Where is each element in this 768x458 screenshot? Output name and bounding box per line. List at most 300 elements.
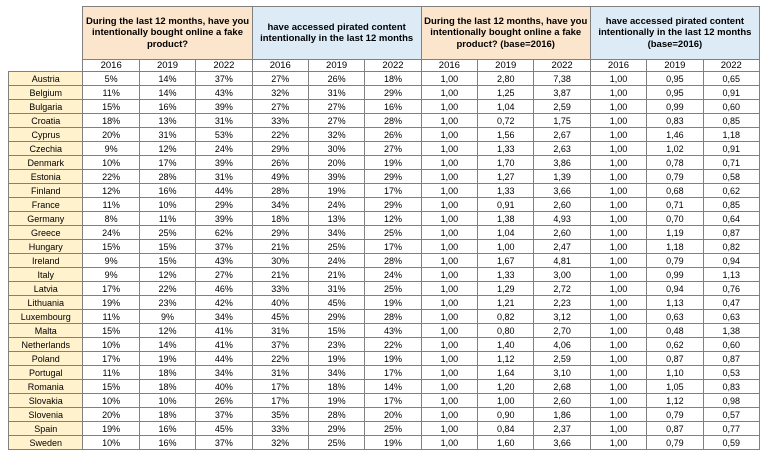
table-row	[9, 310, 760, 324]
data-cell: 9%	[83, 142, 139, 156]
data-cell: 12%	[83, 184, 139, 198]
data-cell: 1,04	[478, 226, 534, 240]
data-cell: 1,00	[590, 142, 646, 156]
table-row	[9, 212, 760, 226]
data-cell: 1,00	[421, 240, 477, 254]
data-cell: 26%	[252, 156, 308, 170]
table-row	[9, 268, 760, 282]
country-label: Slovenia	[9, 408, 83, 422]
data-cell: 18%	[365, 72, 421, 86]
data-cell: 19%	[365, 352, 421, 366]
data-cell: 43%	[196, 254, 252, 268]
data-cell: 0,85	[703, 114, 759, 128]
country-label: Malta	[9, 324, 83, 338]
data-cell: 3,86	[534, 156, 590, 170]
data-cell: 45%	[252, 310, 308, 324]
country-label: Greece	[9, 226, 83, 240]
data-cell: 1,00	[421, 226, 477, 240]
data-cell: 0,82	[478, 310, 534, 324]
data-cell: 9%	[83, 254, 139, 268]
data-cell: 37%	[196, 436, 252, 450]
table-row	[9, 156, 760, 170]
data-cell: 29%	[252, 226, 308, 240]
data-cell: 7,38	[534, 72, 590, 86]
year-header: 2022	[703, 60, 759, 72]
data-cell: 0,99	[647, 268, 703, 282]
table-row	[9, 352, 760, 366]
data-cell: 0,64	[703, 212, 759, 226]
data-cell: 1,29	[478, 282, 534, 296]
data-cell: 1,00	[590, 198, 646, 212]
data-cell: 18%	[308, 380, 364, 394]
data-cell: 1,00	[421, 268, 477, 282]
data-cell: 2,47	[534, 240, 590, 254]
data-cell: 0,79	[647, 408, 703, 422]
data-cell: 1,00	[421, 366, 477, 380]
data-cell: 1,00	[421, 282, 477, 296]
data-cell: 1,00	[421, 352, 477, 366]
data-cell: 1,00	[421, 310, 477, 324]
table-row	[9, 72, 760, 86]
data-cell: 4,06	[534, 338, 590, 352]
country-label: Croatia	[9, 114, 83, 128]
data-cell: 0,60	[703, 338, 759, 352]
data-cell: 20%	[308, 156, 364, 170]
data-cell: 34%	[308, 366, 364, 380]
data-cell: 3,10	[534, 366, 590, 380]
country-label: Denmark	[9, 156, 83, 170]
data-cell: 10%	[83, 156, 139, 170]
data-cell: 40%	[196, 380, 252, 394]
data-cell: 1,00	[421, 324, 477, 338]
data-cell: 1,10	[647, 366, 703, 380]
data-cell: 20%	[83, 408, 139, 422]
data-cell: 0,58	[703, 170, 759, 184]
data-cell: 1,19	[647, 226, 703, 240]
table-row	[9, 324, 760, 338]
data-cell: 2,63	[534, 142, 590, 156]
data-cell: 0,80	[478, 324, 534, 338]
data-cell: 16%	[365, 100, 421, 114]
data-cell: 1,00	[590, 436, 646, 450]
data-cell: 10%	[83, 338, 139, 352]
data-cell: 9%	[83, 268, 139, 282]
data-cell: 28%	[308, 408, 364, 422]
data-cell: 29%	[252, 142, 308, 156]
data-cell: 1,00	[478, 394, 534, 408]
data-cell: 0,95	[647, 72, 703, 86]
data-cell: 43%	[196, 86, 252, 100]
data-cell: 0,76	[703, 282, 759, 296]
data-cell: 2,59	[534, 100, 590, 114]
data-cell: 22%	[252, 128, 308, 142]
table-row	[9, 296, 760, 310]
data-cell: 31%	[196, 170, 252, 184]
data-cell: 31%	[196, 114, 252, 128]
data-cell: 27%	[196, 268, 252, 282]
data-cell: 44%	[196, 352, 252, 366]
data-cell: 1,00	[590, 128, 646, 142]
data-cell: 1,13	[703, 268, 759, 282]
data-cell: 14%	[139, 72, 195, 86]
data-cell: 16%	[139, 422, 195, 436]
data-cell: 1,00	[421, 198, 477, 212]
data-cell: 41%	[196, 338, 252, 352]
year-header: 2016	[590, 60, 646, 72]
data-cell: 1,00	[590, 310, 646, 324]
data-cell: 49%	[252, 170, 308, 184]
data-cell: 18%	[139, 408, 195, 422]
data-cell: 1,00	[478, 240, 534, 254]
data-cell: 0,79	[647, 254, 703, 268]
data-cell: 17%	[365, 184, 421, 198]
data-cell: 11%	[83, 86, 139, 100]
data-cell: 27%	[252, 72, 308, 86]
data-cell: 1,20	[478, 380, 534, 394]
data-cell: 17%	[365, 366, 421, 380]
data-cell: 17%	[252, 394, 308, 408]
country-label: Bulgaria	[9, 100, 83, 114]
data-cell: 0,63	[703, 310, 759, 324]
data-cell: 19%	[83, 296, 139, 310]
data-cell: 2,59	[534, 352, 590, 366]
data-cell: 19%	[139, 352, 195, 366]
data-cell: 9%	[139, 310, 195, 324]
data-cell: 39%	[196, 212, 252, 226]
country-label: Luxembourg	[9, 310, 83, 324]
data-cell: 24%	[308, 198, 364, 212]
data-cell: 62%	[196, 226, 252, 240]
data-cell: 0,83	[703, 380, 759, 394]
data-cell: 10%	[83, 436, 139, 450]
data-cell: 1,00	[590, 296, 646, 310]
data-cell: 31%	[308, 86, 364, 100]
data-cell: 0,98	[703, 394, 759, 408]
data-cell: 15%	[139, 254, 195, 268]
data-cell: 32%	[252, 436, 308, 450]
data-cell: 2,70	[534, 324, 590, 338]
data-cell: 1,00	[421, 156, 477, 170]
data-cell: 0,48	[647, 324, 703, 338]
data-cell: 24%	[83, 226, 139, 240]
year-header: 2022	[534, 60, 590, 72]
data-cell: 34%	[196, 366, 252, 380]
data-cell: 1,00	[590, 114, 646, 128]
data-cell: 29%	[365, 170, 421, 184]
data-cell: 5%	[83, 72, 139, 86]
data-cell: 0,47	[703, 296, 759, 310]
data-cell: 0,71	[647, 198, 703, 212]
country-label: Italy	[9, 268, 83, 282]
data-cell: 40%	[252, 296, 308, 310]
country-label: Austria	[9, 72, 83, 86]
data-cell: 21%	[252, 268, 308, 282]
data-cell: 3,00	[534, 268, 590, 282]
data-cell: 12%	[139, 268, 195, 282]
data-cell: 33%	[252, 114, 308, 128]
data-cell: 26%	[365, 128, 421, 142]
data-cell: 4,93	[534, 212, 590, 226]
data-cell: 2,37	[534, 422, 590, 436]
data-cell: 1,00	[590, 366, 646, 380]
data-cell: 1,00	[590, 100, 646, 114]
data-cell: 1,64	[478, 366, 534, 380]
data-cell: 26%	[196, 394, 252, 408]
data-cell: 1,60	[478, 436, 534, 450]
data-cell: 17%	[139, 156, 195, 170]
data-cell: 1,00	[590, 282, 646, 296]
data-cell: 31%	[139, 128, 195, 142]
data-cell: 26%	[308, 72, 364, 86]
data-cell: 15%	[139, 240, 195, 254]
country-label: Finland	[9, 184, 83, 198]
data-cell: 1,00	[421, 254, 477, 268]
data-cell: 1,33	[478, 184, 534, 198]
data-cell: 1,18	[703, 128, 759, 142]
data-cell: 25%	[365, 282, 421, 296]
data-cell: 1,00	[421, 170, 477, 184]
table-row	[9, 100, 760, 114]
data-cell: 1,86	[534, 408, 590, 422]
data-cell: 1,00	[590, 86, 646, 100]
data-cell: 34%	[308, 226, 364, 240]
data-cell: 1,00	[590, 268, 646, 282]
data-cell: 1,00	[421, 184, 477, 198]
data-cell: 20%	[83, 128, 139, 142]
data-cell: 18%	[139, 366, 195, 380]
year-header: 2022	[196, 60, 252, 72]
data-cell: 2,23	[534, 296, 590, 310]
data-cell: 3,12	[534, 310, 590, 324]
data-cell: 3,66	[534, 184, 590, 198]
data-cell: 1,05	[647, 380, 703, 394]
table-row	[9, 282, 760, 296]
data-cell: 0,72	[478, 114, 534, 128]
country-label: Netherlands	[9, 338, 83, 352]
data-cell: 18%	[139, 380, 195, 394]
header-group-1: During the last 12 months, have you intentionally bought online a fake product?	[83, 7, 252, 60]
data-cell: 19%	[83, 422, 139, 436]
data-cell: 25%	[365, 422, 421, 436]
data-cell: 23%	[139, 296, 195, 310]
data-cell: 0,57	[703, 408, 759, 422]
data-cell: 12%	[365, 212, 421, 226]
data-cell: 22%	[83, 170, 139, 184]
header-group-3: During the last 12 months, have you intentionally bought online a fake product? (base=2016)	[421, 7, 590, 60]
data-cell: 31%	[252, 324, 308, 338]
data-cell: 1,00	[590, 352, 646, 366]
data-cell: 30%	[252, 254, 308, 268]
data-cell: 0,94	[703, 254, 759, 268]
data-cell: 27%	[365, 142, 421, 156]
table-row	[9, 338, 760, 352]
table-row	[9, 86, 760, 100]
table-row	[9, 226, 760, 240]
year-header: 2019	[139, 60, 195, 72]
country-label: Lithuania	[9, 296, 83, 310]
country-label: Sweden	[9, 436, 83, 450]
table-row	[9, 114, 760, 128]
table-row	[9, 366, 760, 380]
data-cell: 0,91	[703, 86, 759, 100]
table-row	[9, 240, 760, 254]
data-cell: 1,00	[590, 324, 646, 338]
data-cell: 0,94	[647, 282, 703, 296]
data-cell: 17%	[365, 240, 421, 254]
year-header: 2016	[421, 60, 477, 72]
data-cell: 37%	[252, 338, 308, 352]
data-cell: 14%	[139, 86, 195, 100]
data-cell: 0,85	[703, 198, 759, 212]
data-cell: 2,60	[534, 394, 590, 408]
statistics-table	[8, 6, 760, 450]
year-header: 2016	[83, 60, 139, 72]
data-cell: 1,00	[421, 422, 477, 436]
table-row	[9, 408, 760, 422]
data-cell: 31%	[252, 366, 308, 380]
data-cell: 1,00	[590, 254, 646, 268]
data-cell: 1,00	[421, 114, 477, 128]
data-cell: 1,00	[590, 212, 646, 226]
data-cell: 1,75	[534, 114, 590, 128]
data-cell: 1,00	[590, 408, 646, 422]
data-cell: 25%	[308, 240, 364, 254]
data-cell: 0,53	[703, 366, 759, 380]
table-row	[9, 184, 760, 198]
data-cell: 19%	[308, 184, 364, 198]
data-cell: 1,00	[421, 72, 477, 86]
data-cell: 25%	[308, 436, 364, 450]
data-cell: 45%	[196, 422, 252, 436]
data-cell: 39%	[196, 100, 252, 114]
country-label: Czechia	[9, 142, 83, 156]
data-cell: 22%	[252, 352, 308, 366]
data-cell: 0,70	[647, 212, 703, 226]
data-cell: 22%	[139, 282, 195, 296]
data-cell: 1,00	[421, 408, 477, 422]
data-cell: 1,00	[590, 156, 646, 170]
data-cell: 10%	[139, 198, 195, 212]
data-cell: 3,87	[534, 86, 590, 100]
data-cell: 27%	[308, 100, 364, 114]
data-cell: 1,27	[478, 170, 534, 184]
data-cell: 1,12	[478, 352, 534, 366]
data-cell: 0,62	[703, 184, 759, 198]
data-cell: 2,60	[534, 198, 590, 212]
data-cell: 0,63	[647, 310, 703, 324]
country-label: Ireland	[9, 254, 83, 268]
table-row	[9, 128, 760, 142]
data-cell: 1,13	[647, 296, 703, 310]
data-cell: 33%	[252, 422, 308, 436]
country-label: Cyprus	[9, 128, 83, 142]
data-cell: 0,65	[703, 72, 759, 86]
country-label: Germany	[9, 212, 83, 226]
data-cell: 0,87	[647, 352, 703, 366]
country-label: Poland	[9, 352, 83, 366]
data-cell: 0,62	[647, 338, 703, 352]
data-cell: 37%	[196, 72, 252, 86]
data-cell: 35%	[252, 408, 308, 422]
header-group-2: have accessed pirated content intentionally in the last 12 months	[252, 7, 421, 60]
data-cell: 1,18	[647, 240, 703, 254]
data-cell: 1,00	[590, 72, 646, 86]
data-cell: 1,00	[590, 338, 646, 352]
table-row	[9, 142, 760, 156]
data-cell: 15%	[83, 324, 139, 338]
year-header: 2016	[252, 60, 308, 72]
corner-cell-2	[9, 60, 83, 72]
data-cell: 1,02	[647, 142, 703, 156]
data-cell: 29%	[365, 198, 421, 212]
data-cell: 11%	[139, 212, 195, 226]
data-cell: 1,67	[478, 254, 534, 268]
data-cell: 0,87	[703, 352, 759, 366]
data-cell: 16%	[139, 100, 195, 114]
data-cell: 0,60	[703, 100, 759, 114]
data-cell: 18%	[252, 212, 308, 226]
country-label: Belgium	[9, 86, 83, 100]
data-cell: 19%	[365, 436, 421, 450]
data-cell: 1,00	[421, 394, 477, 408]
data-cell: 10%	[83, 394, 139, 408]
data-cell: 1,33	[478, 142, 534, 156]
data-cell: 25%	[139, 226, 195, 240]
data-cell: 19%	[365, 296, 421, 310]
data-cell: 13%	[139, 114, 195, 128]
data-cell: 14%	[139, 338, 195, 352]
data-cell: 0,79	[647, 170, 703, 184]
data-cell: 22%	[365, 338, 421, 352]
data-cell: 10%	[139, 394, 195, 408]
data-cell: 2,80	[478, 72, 534, 86]
header-year-row	[9, 60, 760, 72]
data-cell: 2,67	[534, 128, 590, 142]
data-cell: 1,00	[590, 394, 646, 408]
data-cell: 19%	[365, 156, 421, 170]
data-cell: 15%	[308, 324, 364, 338]
data-cell: 1,39	[534, 170, 590, 184]
data-cell: 15%	[83, 240, 139, 254]
data-cell: 28%	[365, 114, 421, 128]
data-cell: 1,40	[478, 338, 534, 352]
data-cell: 11%	[83, 198, 139, 212]
data-cell: 1,00	[421, 338, 477, 352]
data-cell: 0,99	[647, 100, 703, 114]
data-cell: 1,38	[478, 212, 534, 226]
data-cell: 0,83	[647, 114, 703, 128]
data-cell: 34%	[196, 310, 252, 324]
data-cell: 11%	[83, 366, 139, 380]
data-cell: 23%	[308, 338, 364, 352]
country-label: France	[9, 198, 83, 212]
header-group-4: have accessed pirated content intentionally in the last 12 months (base=2016)	[590, 7, 759, 60]
data-cell: 29%	[308, 310, 364, 324]
data-cell: 1,00	[590, 226, 646, 240]
data-cell: 2,72	[534, 282, 590, 296]
data-cell: 1,70	[478, 156, 534, 170]
table-row	[9, 422, 760, 436]
data-cell: 0,91	[478, 198, 534, 212]
data-cell: 45%	[308, 296, 364, 310]
table-body	[9, 72, 760, 450]
data-cell: 19%	[308, 352, 364, 366]
data-cell: 30%	[308, 142, 364, 156]
data-cell: 0,87	[703, 226, 759, 240]
data-cell: 46%	[196, 282, 252, 296]
data-cell: 29%	[308, 422, 364, 436]
data-cell: 11%	[83, 310, 139, 324]
